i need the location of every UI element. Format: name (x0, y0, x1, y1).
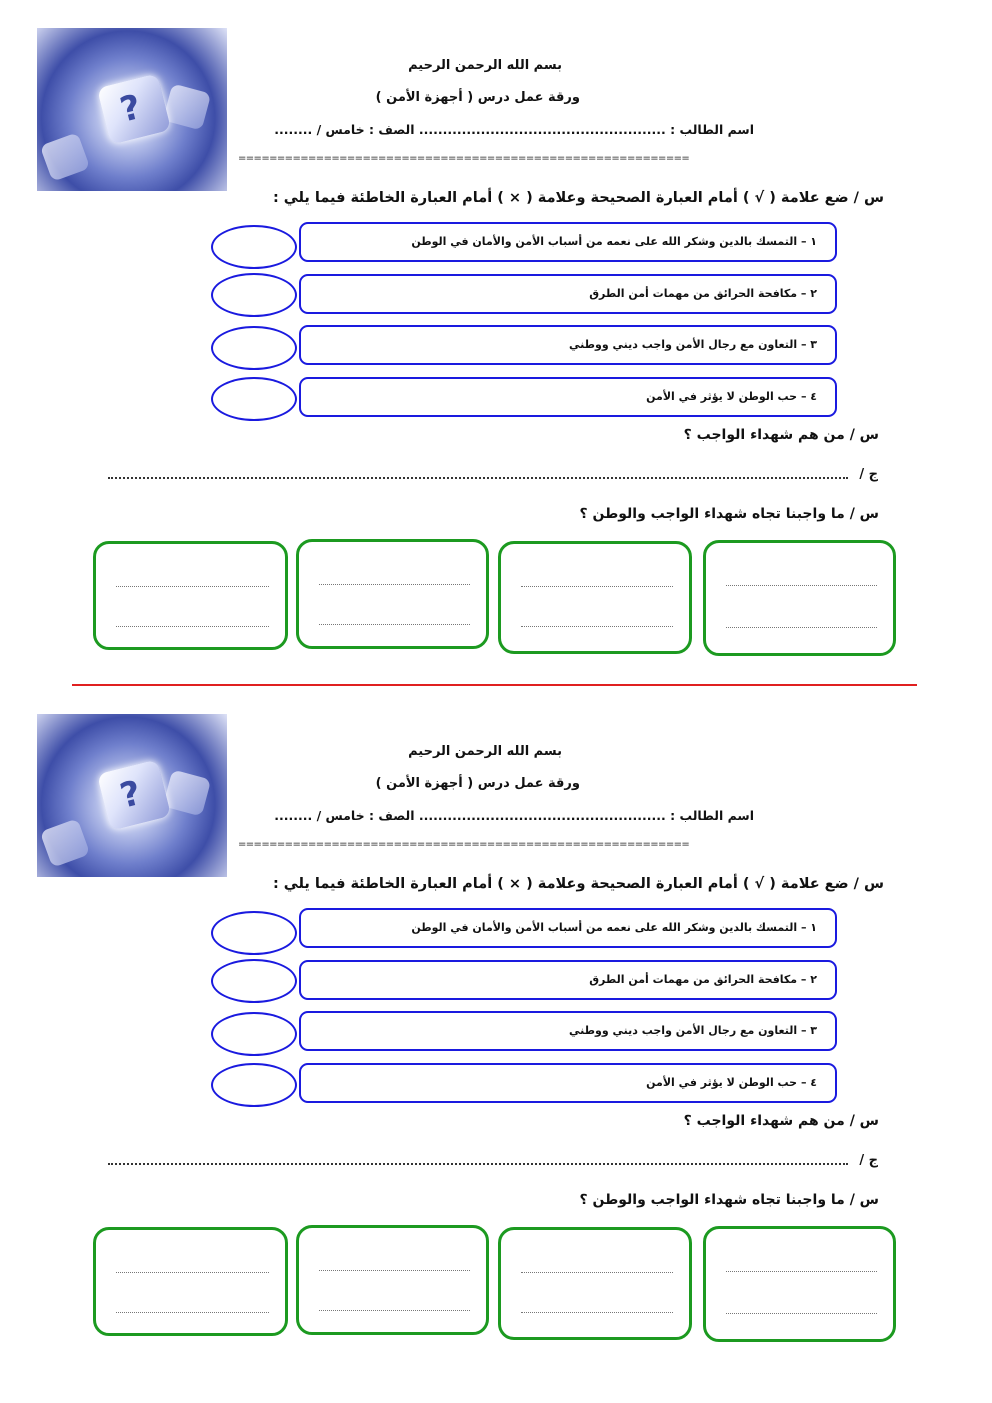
worksheet-title: ورقة عمل درس ( أجهزة الأمن ) (375, 90, 580, 105)
worksheet-1 (0, 0, 992, 680)
question-3-prompt: س / ما واجبنا تجاه شهداء الواجب والوطن ؟ (579, 1192, 879, 1208)
answer-label: ج / (859, 467, 878, 482)
answer-oval-1[interactable] (211, 225, 297, 269)
answer-oval-3[interactable] (211, 326, 297, 370)
statement-box-1 (299, 908, 837, 948)
statement-box-1 (299, 222, 837, 262)
answer-oval-3[interactable] (211, 1012, 297, 1056)
answer-box-2[interactable] (498, 1227, 692, 1340)
basmala: بسم الله الرحمن الرحيم (408, 744, 562, 759)
statement-box-4 (299, 1063, 837, 1103)
statement-text: ٣ – التعاون مع رجال الأمن واجب ديني ووطني (569, 338, 817, 351)
statement-box-2 (299, 274, 837, 314)
statement-box-2 (299, 960, 837, 1000)
answer-oval-4[interactable] (211, 377, 297, 421)
statement-text: ١ – التمسك بالدين وشكر الله على نعمه من أسباب الأمن والأمان في الوطن (411, 235, 817, 248)
answer-line[interactable] (108, 1151, 878, 1171)
question-1-prompt: س / ضع علامة ( √ ) أمام العبارة الصحيحة وعلامة ( × ) أمام العبارة الخاطئة فيما يلي : (272, 876, 884, 892)
answer-box-1[interactable] (703, 1226, 896, 1342)
question-2-prompt: س / من هم شهداء الواجب ؟ (683, 427, 879, 443)
basmala: بسم الله الرحمن الرحيم (408, 58, 562, 73)
answer-dotted-line[interactable] (108, 1163, 848, 1165)
answer-box-4[interactable] (93, 1227, 288, 1336)
answer-box-4[interactable] (93, 541, 288, 650)
question-3-prompt: س / ما واجبنا تجاه شهداء الواجب والوطن ؟ (579, 506, 879, 522)
statement-text: ١ – التمسك بالدين وشكر الله على نعمه من أسباب الأمن والأمان في الوطن (411, 921, 817, 934)
statement-text: ٢ – مكافحة الحرائق من مهمات أمن الطرق (589, 973, 817, 986)
answer-box-1[interactable] (703, 540, 896, 656)
statement-text: ٣ – التعاون مع رجال الأمن واجب ديني ووطني (569, 1024, 817, 1037)
separator-line: ========================================================== (238, 153, 690, 164)
statement-box-4 (299, 377, 837, 417)
student-info-line[interactable]: اسم الطالب : .................................................... الصف : خامس / ........ (274, 122, 754, 137)
answer-dotted-line[interactable] (108, 477, 848, 479)
separator-line: ========================================================== (238, 839, 690, 850)
question-1-prompt: س / ضع علامة ( √ ) أمام العبارة الصحيحة وعلامة ( × ) أمام العبارة الخاطئة فيما يلي : (272, 190, 884, 206)
student-info-line[interactable]: اسم الطالب : .................................................... الصف : خامس / ........ (274, 808, 754, 823)
answer-box-2[interactable] (498, 541, 692, 654)
answer-line[interactable] (108, 465, 878, 485)
question-mark-key-icon: ? (37, 714, 227, 877)
answer-label: ج / (859, 1153, 878, 1168)
answer-oval-4[interactable] (211, 1063, 297, 1107)
worksheet-title: ورقة عمل درس ( أجهزة الأمن ) (375, 776, 580, 791)
statement-box-3 (299, 1011, 837, 1051)
statement-box-3 (299, 325, 837, 365)
answer-oval-2[interactable] (211, 959, 297, 1003)
statement-text: ٤ – حب الوطن لا يؤثر في الأمن (646, 390, 817, 403)
answer-box-3[interactable] (296, 1225, 489, 1335)
statement-text: ٤ – حب الوطن لا يؤثر في الأمن (646, 1076, 817, 1089)
question-mark-key-icon: ? (37, 28, 227, 191)
answer-box-3[interactable] (296, 539, 489, 649)
answer-oval-1[interactable] (211, 911, 297, 955)
question-2-prompt: س / من هم شهداء الواجب ؟ (683, 1113, 879, 1129)
statement-text: ٢ – مكافحة الحرائق من مهمات أمن الطرق (589, 287, 817, 300)
answer-oval-2[interactable] (211, 273, 297, 317)
worksheet-2 (0, 686, 992, 1366)
